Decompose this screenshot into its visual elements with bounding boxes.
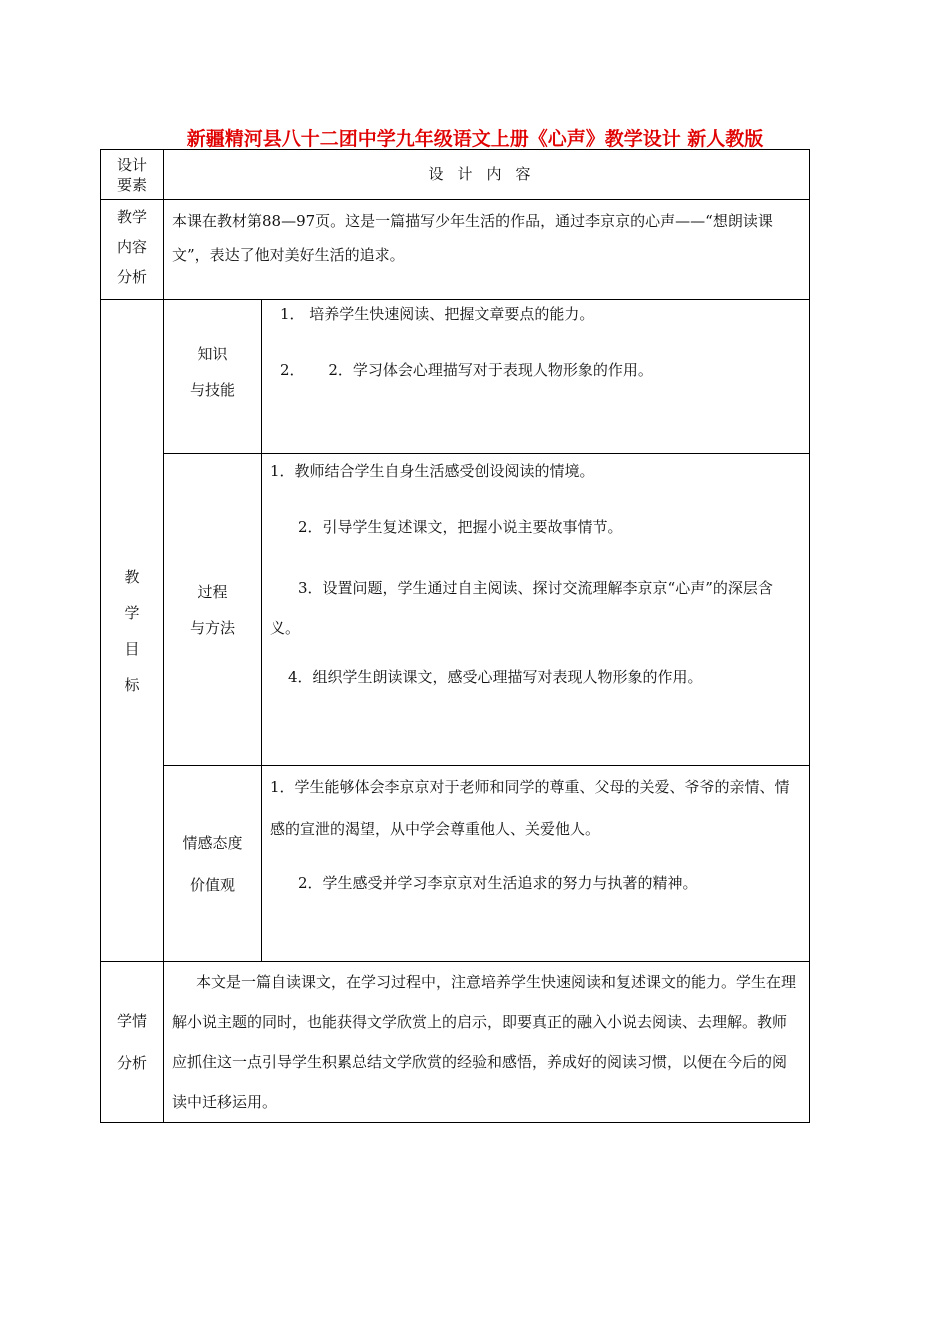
- goals-label: 教 学 目 标: [124, 567, 140, 694]
- content-analysis-text: 本课在教材第88—97页。这是一篇描写少年生活的作品，通过李京京的心声——“想朗读课文”，表达了他对美好生活的追求。: [172, 212, 773, 264]
- goals-label-cell: [101, 300, 164, 962]
- process-label: 过程 与方法: [164, 454, 262, 766]
- process-item-2: 2．引导学生复述课文，把握小说主要故事情节。: [298, 518, 623, 536]
- process-item-3: 3．设置问题，学生通过自主阅读、探讨交流理解李京京“心声”的深层含义。: [270, 579, 773, 637]
- header-right-label: 设计内容: [428, 164, 545, 183]
- emotion-row: [101, 766, 810, 962]
- process-row: [101, 454, 810, 766]
- knowledge-label: 知识 与技能: [164, 300, 262, 454]
- content-analysis-row: [101, 200, 810, 300]
- knowledge-item-2: 2． 2．学习体会心理描写对于表现人物形象的作用。: [280, 361, 653, 379]
- learning-analysis-row: [101, 962, 810, 1123]
- emotion-label: 情感态度 价值观: [164, 766, 262, 962]
- header-row: [101, 150, 810, 200]
- process-item-4: 4．组织学生朗读课文，感受心理描写对表现人物形象的作用。: [288, 668, 703, 686]
- header-left-cell: [101, 150, 164, 200]
- knowledge-item-1: 1． 培养学生快速阅读、把握文章要点的能力。: [280, 305, 595, 323]
- header-left-line1: 设计: [116, 156, 147, 174]
- process-cell: [262, 454, 810, 766]
- learning-analysis-text: 本文是一篇自读课文，在学习过程中，注意培养学生快速阅读和复述课文的能力。学生在理解小说主题的同时，也能获得文学欣赏上的启示，即要真正的融入小说去阅读、去理解。教师应抓住这一点引导学生积累总结文学欣赏的经验和感悟，养成好的阅读习惯，以便在今后的阅读中迁移运用。: [172, 973, 797, 1111]
- knowledge-row: [101, 300, 810, 454]
- learning-analysis-cell: [164, 962, 810, 1123]
- process-item-1: 1．教师结合学生自身生活感受创设阅读的情境。: [270, 462, 595, 480]
- emotion-cell: [262, 766, 810, 962]
- header-right-cell: [164, 150, 810, 200]
- emotion-item-2: 2．学生感受并学习李京京对生活追求的努力与执著的精神。: [298, 874, 698, 892]
- knowledge-cell: [262, 300, 810, 454]
- lesson-design-table: [100, 149, 810, 1123]
- emotion-item-1: 1．学生能够体会李京京对于老师和同学的尊重、父母的关爱、爷爷的亲情、情感的宣泄的渴望，从中学会尊重他人、关爱他人。: [270, 778, 790, 838]
- document-title: 新疆精河县八十二团中学九年级语文上册《心声》教学设计 新人教版: [186, 128, 764, 150]
- content-analysis-label: 教学 内容 分析: [101, 200, 164, 300]
- learning-analysis-label: 学情 分析: [101, 962, 164, 1123]
- header-left-line2: 要素: [116, 175, 147, 194]
- content-analysis-cell: [164, 200, 810, 300]
